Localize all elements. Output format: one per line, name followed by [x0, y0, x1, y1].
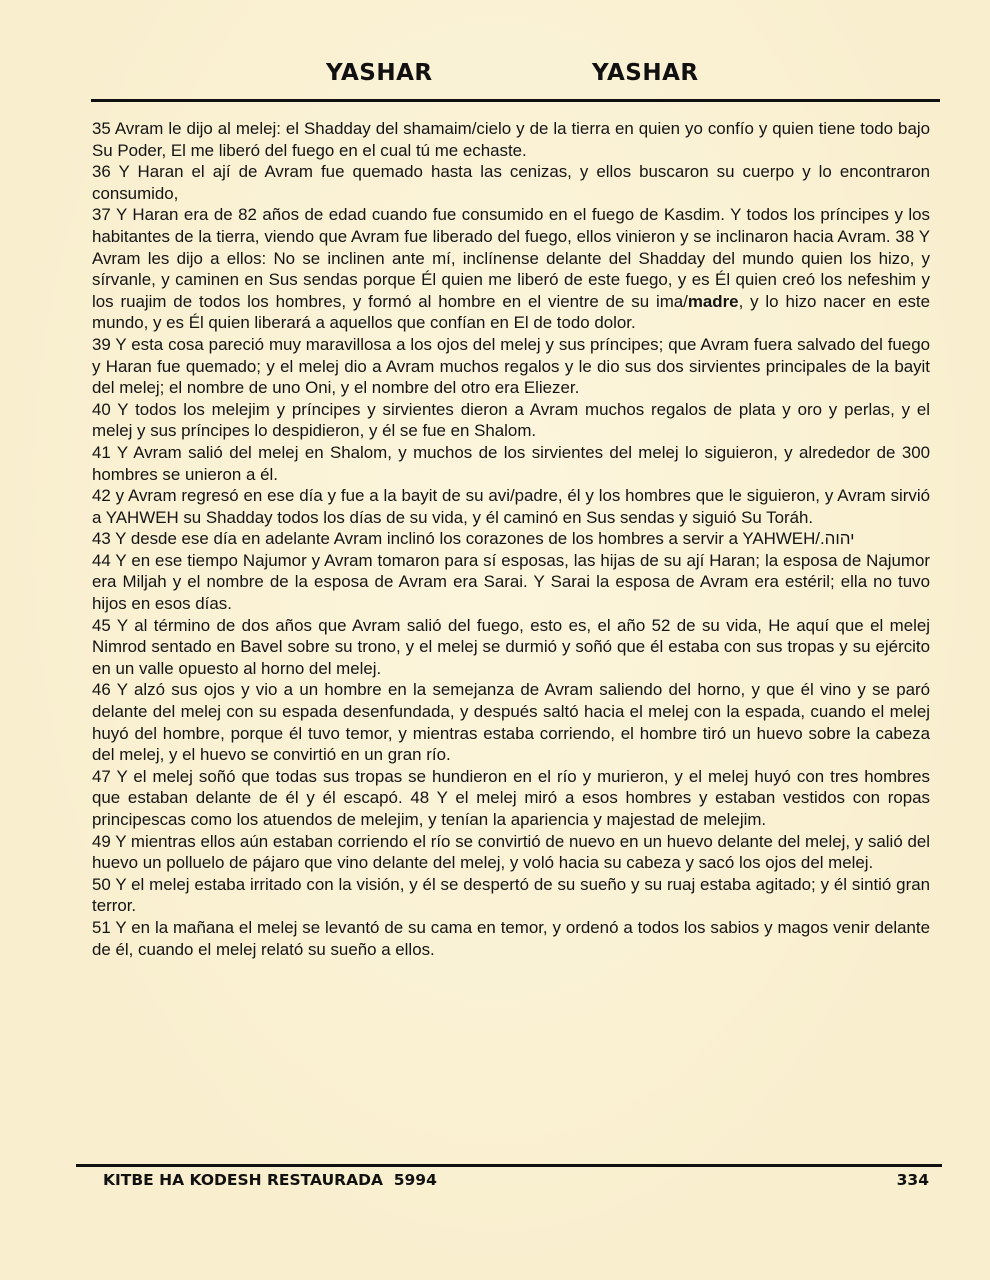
paragraph-verse-37-38-tail: , y lo hizo nacer en este mundo, y es Él quien liberará a aquellos que confían en El de todo dolor.	[92, 291, 930, 333]
paragraph-verse-45: 45 Y al término de dos años que Avram salió del fuego, esto es, el año 52 de su vida, He aquí que el melej Nimrod sentado en Bavel sobre su trono, y el melej se durmió y soñó que él estaba con sus tropas y su ejército en un valle opuesto al horno del melej.	[92, 615, 930, 678]
header-divider	[91, 99, 940, 102]
footer-book-title: KITBE HA KODESH RESTAURADA 5994	[103, 1171, 437, 1189]
paragraph-verse-37-38-text: 37 Y Haran era de 82 años de edad cuando fue consumido en el fuego de Kasdim. Y todos los príncipes y los habitantes de la tierra, viendo que Avram fue liberado del fuego, ellos vinieron y se inclinaron hacia Avram. 38 Y Avram les dijo a ellos: No se inclinen ante mí, inclínense delante del Shadday del mundo quien los hizo, y sírvanle, y caminen en Sus sendas porque Él quien me liberó de este fuego, y es Él quien creó los nefeshim y los ruajim de todos los hombres, y formó al hombre en el vientre de su ima/	[92, 205, 930, 311]
paragraph-verse-41: 41 Y Avram salió del melej en Shalom, y muchos de los sirvientes del melej lo siguieron, y alrededor de 300 hombres se unieron a él.	[92, 442, 930, 484]
footer-divider	[76, 1164, 942, 1167]
paragraph-verse-40: 40 Y todos los melejim y príncipes y sirvientes dieron a Avram muchos regalos de plata y oro y perlas, y el melej y sus príncipes lo despidieron, y él se fue en Shalom.	[92, 399, 930, 441]
bold-word-madre: madre	[687, 291, 739, 311]
footer-page-number: 334	[896, 1171, 929, 1189]
paragraph-verse-39: 39 Y esta cosa pareció muy maravillosa a los ojos del melej y sus príncipes; que Avram fuera salvado del fuego y Haran fue quemado; y el melej dio a Avram muchos regalos y le dio sus dos sirvientes principales de la bayit del melej; el nombre de uno Oni, y el nombre del otro era Eliezer.	[92, 334, 930, 398]
paragraph-verse-37-38	[92, 204, 930, 334]
paragraph-verse-47-48: 47 Y el melej soñó que todas sus tropas se hundieron en el río y murieron, y el melej huyó con tres hombres que estaban delante de él y él escapó. 48 Y el melej miró a esos hombres y estaban vestidos con ropas principescas como los atuendos de melejim, y tenían la apariencia y majestad de melejim.	[92, 766, 930, 829]
document-body	[92, 118, 930, 960]
header-title-left: YASHAR	[326, 60, 433, 86]
page-header	[0, 56, 990, 96]
paragraph-verse-35: 35 Avram le dijo al melej: el Shadday del shamaim/cielo y de la tierra en quien yo confío y quien tiene todo bajo Su Poder, El me liberó del fuego en el cual tú me echaste.	[92, 119, 930, 160]
paragraph-verse-42: 42 y Avram regresó en ese día y fue a la bayit de su avi/padre, él y los hombres que le siguieron, y Avram sirvió a YAHWEH su Shadday todos los días de su vida, y él caminó en Sus sendas y siguió Su Toráh.	[92, 486, 930, 527]
paragraph-verse-51: 51 Y en la mañana el melej se levantó de su cama en temor, y ordenó a todos los sabios y magos venir delante de él, cuando el melej relató su sueño a ellos.	[92, 917, 930, 959]
paragraph-verse-36: 36 Y Haran el ají de Avram fue quemado hasta las cenizas, y ellos buscaron su cuerpo y lo encontraron consumido,	[92, 162, 930, 203]
paragraph-verse-44: 44 Y en ese tiempo Najumor y Avram tomaron para sí esposas, las hijas de su ají Haran; la esposa de Najumor era Miljah y el nombre de la esposa de Avram era Sarai. Y Sarai la esposa de Avram era estéril; ella no tuvo hijos en esos días.	[92, 550, 930, 614]
paragraph-verse-49: 49 Y mientras ellos aún estaban corriendo el río se convirtió de nuevo en un huevo delante del melej, y salió del huevo un polluelo de pájaro que vino delante del melej, y voló hacia su cabeza y sacó los ojos del melej.	[92, 831, 930, 873]
paragraph-verse-46: 46 Y alzó sus ojos y vio a un hombre en la semejanza de Avram saliendo del horno, y que él vino y se paró delante del melej con su espada desenfundada, y después saltó hacia el melej con la espada, cuando el melej huyó del hombre, porque él tuvo temor, y mientras estaba corriendo, el hombre tiró un huevo sobre la cabeza del melej, y el huevo se convirtió en un gran río.	[92, 680, 930, 765]
paragraph-verse-43: 43 Y desde ese día en adelante Avram inclinó los corazones de los hombres a servir a YAHWEH/.יהוה	[92, 529, 855, 549]
paragraph-verse-50: 50 Y el melej estaba irritado con la visión, y él se despertó de su sueño y su ruaj estaba agitado; y él sintió gran terror.	[92, 874, 930, 916]
header-title-right: YASHAR	[592, 60, 699, 86]
